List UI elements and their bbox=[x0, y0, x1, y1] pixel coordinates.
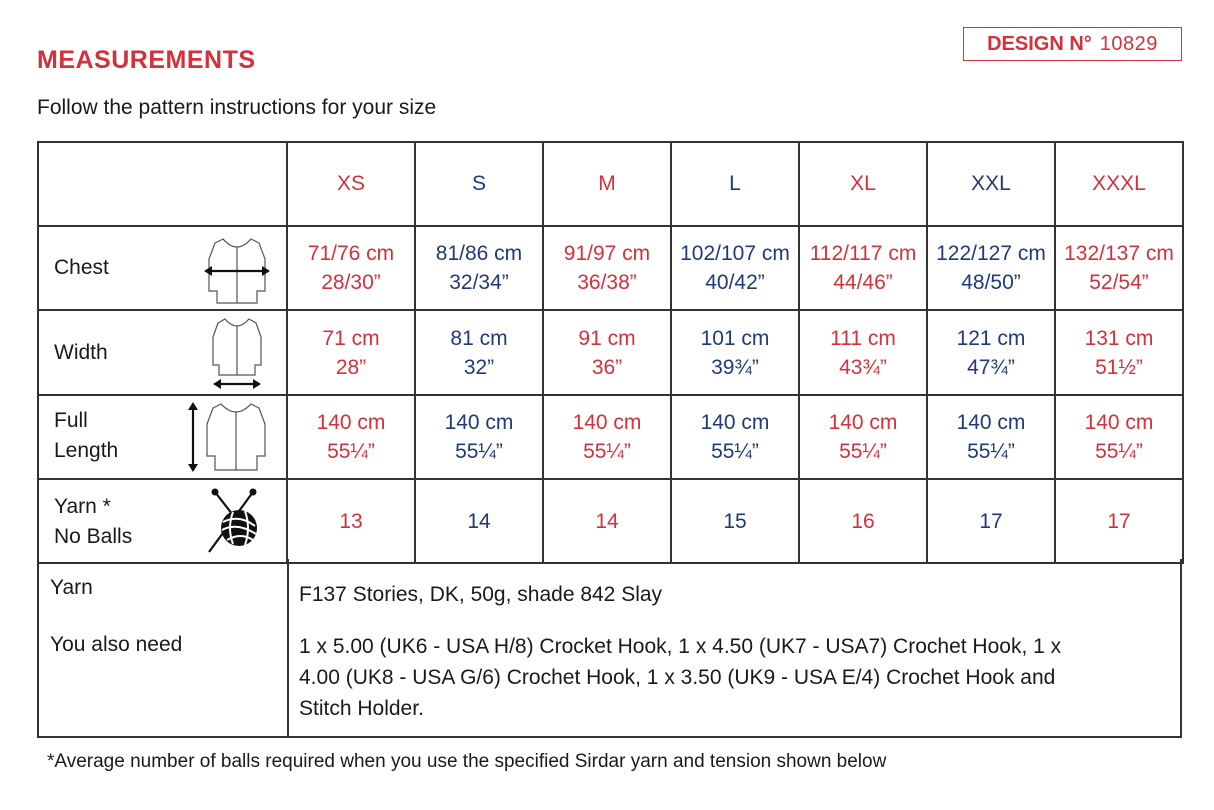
size-header-row bbox=[38, 142, 1183, 226]
width-label: Width bbox=[54, 341, 108, 364]
chest-label: Chest bbox=[54, 256, 109, 279]
yarn-value: F137 Stories, DK, 50g, shade 842 Slay bbox=[299, 583, 663, 606]
also-need-line-1: 1 x 5.00 (UK6 - USA H/8) Crocket Hook, 1 x 4.50 (UK7 - USA7) Crochet Hook, 1 x bbox=[299, 635, 1062, 658]
chest-label-cell bbox=[38, 226, 287, 310]
length-label-line1: Full bbox=[54, 409, 88, 432]
page-subtitle: Follow the pattern instructions for your size bbox=[37, 96, 437, 119]
balls-cell: 13 bbox=[287, 479, 415, 563]
balls-label-cell bbox=[38, 479, 287, 563]
size-xl: XL bbox=[799, 142, 927, 226]
balls-cell: 14 bbox=[543, 479, 671, 563]
cardigan-length-icon bbox=[185, 400, 271, 474]
size-m: M bbox=[543, 142, 671, 226]
width-cell: 131 cm 51½” bbox=[1055, 310, 1183, 395]
width-cell: 111 cm 43¾” bbox=[799, 310, 927, 395]
size-s: S bbox=[415, 142, 543, 226]
cardigan-chest-icon bbox=[201, 233, 273, 305]
also-need-line-2: 4.00 (UK8 - USA G/6) Crochet Hook, 1 x 3.50 (UK9 - USA E/4) Crochet Hook and bbox=[299, 666, 1056, 689]
length-cell: 140 cm 55¼” bbox=[927, 395, 1055, 479]
balls-cell: 16 bbox=[799, 479, 927, 563]
width-cell: 91 cm 36” bbox=[543, 310, 671, 395]
page-title: MEASUREMENTS bbox=[37, 46, 256, 74]
length-cell: 140 cm 55¼” bbox=[415, 395, 543, 479]
chest-cell: 132/137 cm 52/54” bbox=[1055, 226, 1183, 310]
length-cell: 140 cm 55¼” bbox=[671, 395, 799, 479]
width-row bbox=[38, 310, 1183, 395]
chest-cell: 102/107 cm 40/42” bbox=[671, 226, 799, 310]
corner-cell bbox=[38, 142, 287, 226]
chest-cell: 81/86 cm 32/34” bbox=[415, 226, 543, 310]
width-cell: 101 cm 39¾” bbox=[671, 310, 799, 395]
width-cell: 71 cm 28” bbox=[287, 310, 415, 395]
size-xxl: XXL bbox=[927, 142, 1055, 226]
balls-label-line2: No Balls bbox=[54, 525, 133, 548]
footnote: *Average number of balls required when you use the specified Sirdar yarn and tension shown below bbox=[47, 751, 887, 772]
also-need-label: You also need bbox=[50, 633, 183, 656]
measurements-table bbox=[37, 141, 1184, 564]
chest-cell: 112/117 cm 44/46” bbox=[799, 226, 927, 310]
balls-cell: 17 bbox=[1055, 479, 1183, 563]
balls-cell: 17 bbox=[927, 479, 1055, 563]
chest-cell: 91/97 cm 36/38” bbox=[543, 226, 671, 310]
length-row bbox=[38, 395, 1183, 479]
length-cell: 140 cm 55¼” bbox=[1055, 395, 1183, 479]
width-cell: 81 cm 32” bbox=[415, 310, 543, 395]
width-label-cell bbox=[38, 310, 287, 395]
also-need-line-3: Stitch Holder. bbox=[299, 697, 424, 720]
balls-label-line1: Yarn * bbox=[54, 495, 111, 518]
length-cell: 140 cm 55¼” bbox=[287, 395, 415, 479]
chest-cell: 122/127 cm 48/50” bbox=[927, 226, 1055, 310]
design-number: 10829 bbox=[1099, 32, 1158, 55]
design-label: DESIGN N° bbox=[987, 32, 1092, 55]
cardigan-width-icon bbox=[207, 315, 267, 391]
size-l: L bbox=[671, 142, 799, 226]
width-cell: 121 cm 47¾” bbox=[927, 310, 1055, 395]
length-cell: 140 cm 55¼” bbox=[799, 395, 927, 479]
chest-row bbox=[38, 226, 1183, 310]
balls-cell: 14 bbox=[415, 479, 543, 563]
size-xs: XS bbox=[287, 142, 415, 226]
yarn-label: Yarn bbox=[50, 576, 93, 599]
materials-divider bbox=[287, 559, 289, 736]
materials-section bbox=[37, 559, 1182, 738]
size-xxxl: XXXL bbox=[1055, 142, 1183, 226]
chest-cell: 71/76 cm 28/30” bbox=[287, 226, 415, 310]
balls-cell: 15 bbox=[671, 479, 799, 563]
yarn-ball-needles-icon bbox=[203, 488, 269, 554]
length-label-line2: Length bbox=[54, 439, 119, 462]
balls-row bbox=[38, 479, 1183, 563]
length-cell: 140 cm 55¼” bbox=[543, 395, 671, 479]
design-number-box bbox=[963, 27, 1182, 61]
length-label-cell bbox=[38, 395, 287, 479]
